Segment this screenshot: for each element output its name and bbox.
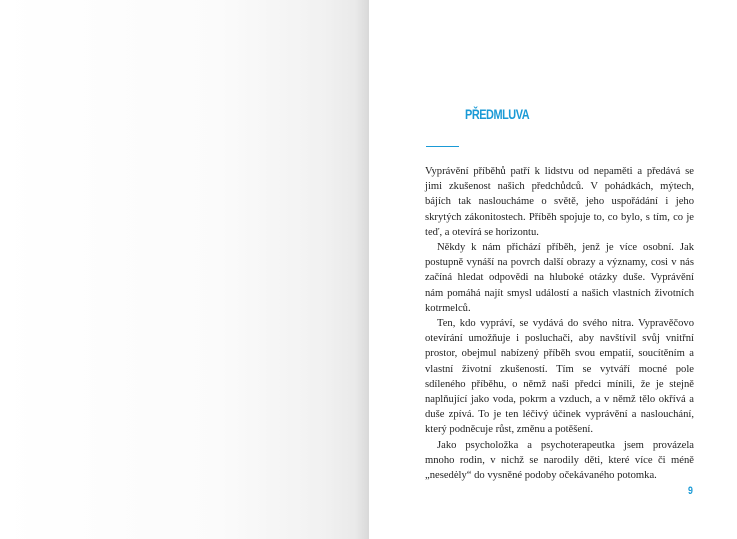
paragraph-4: Jako psycholožka a psychoterapeutka jsem provázela mnoho rodin, v nichž se narodily děti, které více či méně „nesedėly“ do vysněné podoby očekávaného potomka. (425, 439, 694, 482)
paragraph-3: Ten, kdo vypráví, se vydává do svého nitra. Vypravěčovo otevírání umožňuje i posluchači, aby navštívil svůj vnitřní prostor, obejmul nabízený příběh svou empatií, soucítěním a vlastní životní zkušeností. Tím se vytváří mocné pole sdíleného příběhu, o němž naši předci mínili, že je stejně naplňující jako voda, pokrm a vzduch, a v němž tělo okřívá a duše zpívá. To je ten léčivý účinek vyprávění a naslouchání, který podněcuje růst, změnu a potěšení. (425, 318, 694, 436)
gutter-shadow (355, 0, 369, 539)
title-underline-rule (426, 146, 459, 147)
body-text (425, 164, 694, 483)
paragraph-2: Někdy k nám přichází příběh, jenž je více osobní. Jak postupně vynáší na povrch další obrazy a významy, cosi v nás začíná hledat odpovědi na hluboké otázky duše. Vyprávění nám pomáhá najít smysl událostí a našich vlastních životních kotrmelců. (425, 242, 694, 314)
chapter-title: PŘEDMLUVA (465, 106, 530, 122)
page-number: 9 (688, 485, 693, 497)
paragraph-1: Vyprávění příběhů patří k lidstvu od nepaměti a předává se jimi zkušenost našich předchůdců. V pohádkách, mýtech, bájích tak nasloucháme o světě, jeho uspořádání i jeho skrytých zákonitostech. Příběh spojuje to, co bylo, s tím, co je teď, a otevírá se horizontu. (425, 166, 694, 238)
